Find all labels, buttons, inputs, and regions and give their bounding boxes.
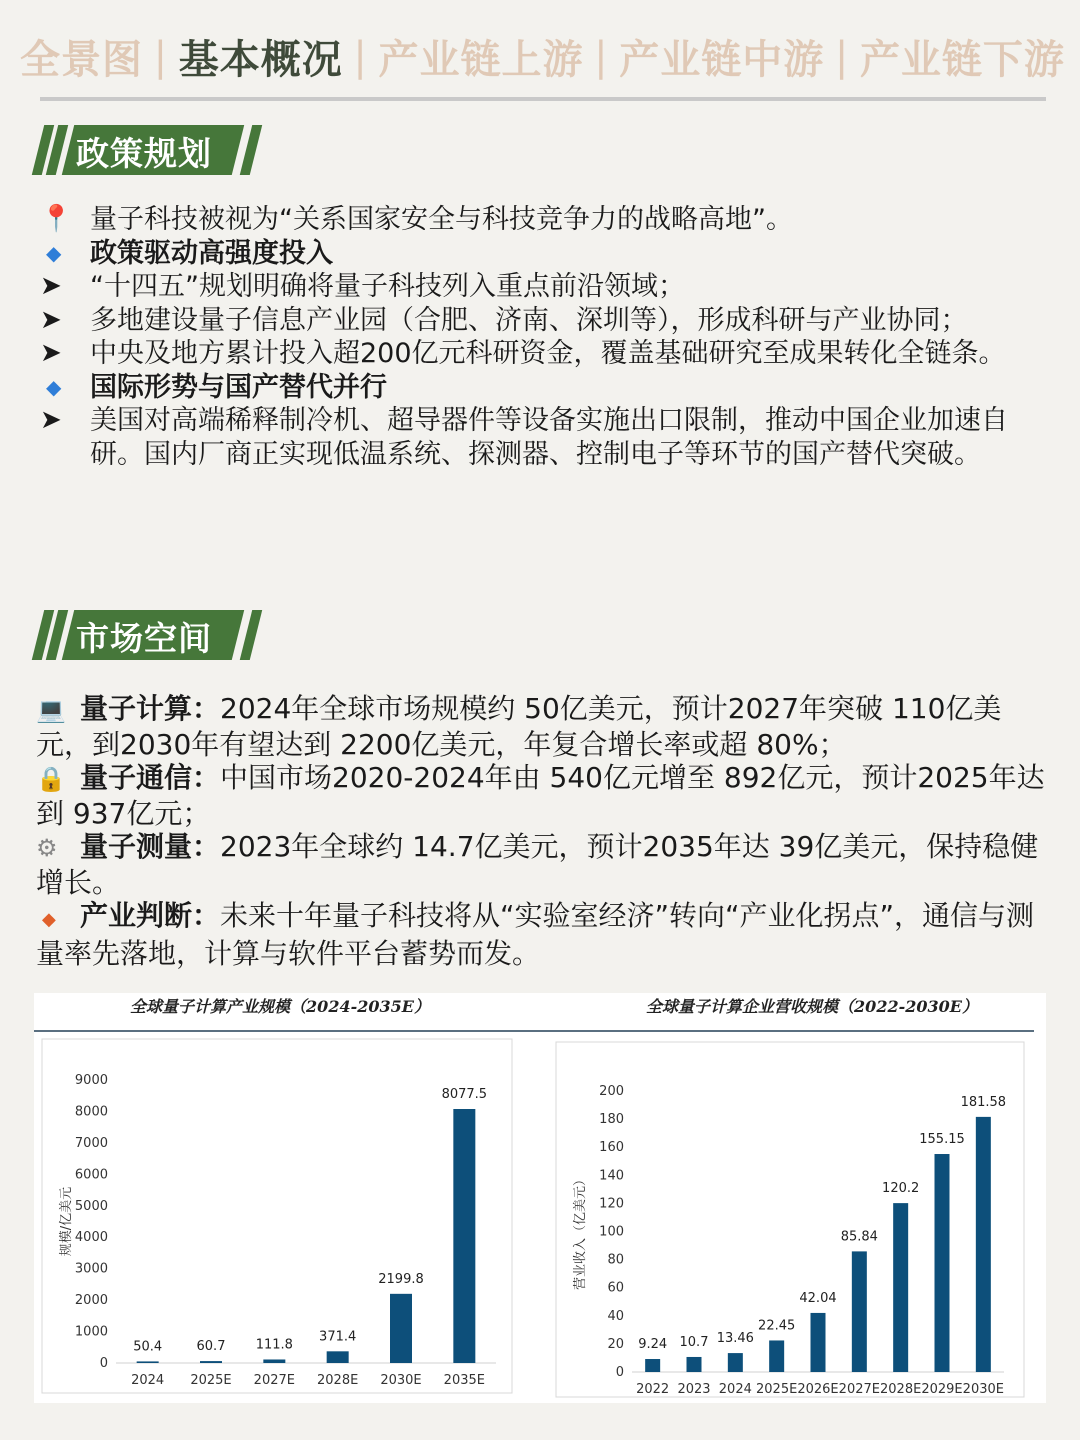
x-tick-label: 2027E [253, 1373, 295, 1388]
x-tick-label: 2022 [636, 1382, 670, 1397]
chart-frame [556, 1042, 1024, 1397]
market-paragraph [36, 761, 1048, 830]
y-tick-label: 60 [607, 1280, 624, 1296]
y-tick-label: 160 [599, 1140, 624, 1156]
market-text: 中国市场2020-2024年由 540亿元增至 892亿元，预计2025年达到 937亿元； [36, 761, 1045, 830]
chart-bar [935, 1154, 950, 1372]
x-tick-label: 2023 [677, 1382, 711, 1397]
nav-item[interactable]: 全景图 [20, 37, 143, 83]
x-tick-label: 2028E [317, 1373, 359, 1388]
bar-value-label: 155.15 [919, 1132, 965, 1148]
chart-bar [137, 1361, 159, 1363]
chart-title: 全球量子计算产业规模（2024-2035E） [130, 997, 430, 1016]
bullet-text: 美国对高端稀释制冷机、超导器件等设备实施出口限制，推动中国企业加速自研。国内厂商正实现低温系统、探测器、控制电子等环节的国产替代突破。 [90, 405, 1008, 470]
nav-separator: | [834, 33, 850, 80]
x-tick-label: 2030E [962, 1382, 1004, 1397]
y-tick-label: 100 [599, 1224, 624, 1240]
market-paragraph [36, 899, 1048, 970]
y-tick-label: 0 [615, 1365, 624, 1380]
y-tick-label: 200 [599, 1084, 624, 1099]
bullet-text: 中央及地方累计投入超200亿元科研资金，覆盖基础研究至成果转化全链条。 [90, 338, 1006, 369]
arrow-icon: ➤ [40, 271, 62, 301]
arrow-icon: ➤ [40, 405, 62, 435]
laptop-icon: 💻 [36, 696, 66, 724]
diamond-icon: ◆ [46, 374, 62, 399]
bullet-item [40, 270, 1050, 304]
market-label: 产业判断： [80, 899, 221, 932]
chart-bar [852, 1251, 867, 1372]
title-stripe [240, 125, 262, 175]
y-tick-label: 120 [599, 1196, 624, 1212]
chart-bar [327, 1351, 349, 1363]
x-tick-label: 2024 [131, 1373, 165, 1388]
market-text: 未来十年量子科技将从“实验室经济”转向“产业化拐点”，通信与测量率先落地，计算与软件平台蓄势而发。 [36, 899, 1035, 970]
y-axis-label: 营业收入（亿美元） [573, 1172, 588, 1291]
chart-bar [893, 1203, 908, 1372]
nav-item[interactable]: 基本概况 [178, 37, 343, 83]
market-text: 2024年全球市场规模约 50亿美元，预计2027年突破 110亿美元，到2030年有望达到 2200亿美元，年复合增长率或超 80%； [36, 692, 1002, 761]
diamond-icon: ◆ [46, 240, 62, 265]
chart-bar [453, 1109, 475, 1363]
x-tick-label: 2024 [718, 1382, 752, 1397]
y-tick-label: 80 [607, 1252, 624, 1268]
y-tick-label: 140 [599, 1168, 624, 1184]
nav-item[interactable]: 产业链中游 [619, 37, 825, 83]
bullet-item [40, 371, 1050, 405]
chart-bar [976, 1117, 991, 1372]
market-text: 2023年全球约 14.7亿美元，预计2035年达 39亿美元，保持稳健增长。 [36, 830, 1039, 899]
chart-bar [645, 1359, 660, 1372]
charts-svg [34, 993, 1046, 1403]
y-tick-label: 8000 [74, 1104, 108, 1120]
lock-icon: 🔒 [36, 765, 66, 793]
y-tick-label: 40 [607, 1308, 624, 1324]
nav-separator: | [353, 33, 368, 80]
y-tick-label: 3000 [74, 1261, 108, 1277]
bullet-item [40, 304, 1050, 338]
section-title-label: 市场空间 [76, 619, 212, 658]
bullet-item [40, 337, 1050, 371]
market-paragraphs [36, 692, 1048, 970]
bar-value-label: 22.45 [758, 1318, 796, 1334]
y-tick-label: 5000 [74, 1198, 108, 1214]
bullet-text: 量子科技被视为“关系国家安全与科技竞争力的战略高地”。 [90, 204, 793, 235]
chart-bar [200, 1361, 222, 1363]
market-paragraph [36, 692, 1048, 761]
nav-item[interactable]: 产业链下游 [859, 37, 1065, 83]
bar-value-label: 371.4 [319, 1329, 357, 1345]
y-tick-label: 6000 [74, 1167, 108, 1183]
charts-panel [34, 993, 1046, 1403]
section-title-policy [34, 125, 260, 175]
y-tick-label: 9000 [74, 1073, 108, 1088]
bar-value-label: 10.7 [679, 1334, 709, 1350]
pin-icon: 📍 [40, 204, 73, 234]
y-tick-label: 7000 [74, 1135, 108, 1151]
x-tick-label: 2028E [880, 1382, 922, 1397]
chart-bar [728, 1353, 743, 1372]
chart-title: 全球量子计算企业营收规模（2022-2030E） [646, 997, 978, 1016]
bar-value-label: 42.04 [799, 1290, 837, 1306]
bullet-text: 国际形势与国产替代并行 [90, 371, 387, 403]
section-title-market [34, 610, 260, 660]
bar-value-label: 120.2 [882, 1181, 920, 1197]
bar-value-label: 2199.8 [378, 1271, 424, 1287]
title-stripe [240, 610, 262, 660]
x-tick-label: 2030E [380, 1373, 422, 1388]
policy-bullets [40, 203, 1050, 471]
y-tick-label: 1000 [74, 1324, 108, 1340]
bullet-text: “十四五”规划明确将量子科技列入重点前沿领域； [90, 271, 685, 302]
nav-divider [40, 97, 1046, 101]
x-tick-label: 2027E [838, 1382, 880, 1397]
y-tick-label: 20 [607, 1336, 624, 1352]
y-tick-label: 0 [99, 1356, 108, 1371]
market-label: 量子计算： [80, 692, 221, 725]
gear-icon: ⚙ [36, 834, 58, 862]
chart-bar [263, 1359, 285, 1363]
bar-value-label: 50.4 [133, 1339, 163, 1355]
nav-item[interactable]: 产业链上游 [378, 37, 584, 83]
bar-value-label: 8077.5 [441, 1087, 488, 1103]
bar-value-label: 181.58 [960, 1094, 1007, 1110]
bullet-item [40, 203, 1050, 237]
x-tick-label: 2026E [797, 1382, 839, 1397]
bar-value-label: 111.8 [255, 1337, 293, 1353]
chart-bar [811, 1313, 826, 1372]
bar-value-label: 9.24 [638, 1337, 668, 1353]
bullet-text: 多地建设量子信息产业园（合肥、济南、深圳等），形成科研与产业协同； [90, 304, 968, 336]
y-tick-label: 180 [599, 1112, 624, 1128]
bar-value-label: 85.84 [840, 1229, 878, 1245]
y-tick-label: 2000 [74, 1293, 108, 1309]
x-tick-label: 2035E [443, 1373, 485, 1388]
market-label: 量子测量： [80, 830, 221, 863]
nav-separator: | [594, 33, 609, 80]
bullet-item [40, 237, 1050, 271]
arrow-icon: ➤ [40, 304, 62, 335]
market-label: 量子通信： [80, 761, 221, 794]
arrow-icon: ➤ [40, 338, 62, 368]
x-tick-label: 2029E [921, 1382, 963, 1397]
bar-value-label: 13.46 [716, 1331, 754, 1347]
chart-bar [390, 1294, 412, 1363]
diamond-icon: ◆ [42, 909, 56, 930]
x-tick-label: 2025E [756, 1382, 798, 1397]
bullet-text: 政策驱动高强度投入 [90, 237, 333, 269]
bullet-item [40, 404, 1050, 471]
nav-separator: | [153, 33, 169, 80]
section-title-label: 政策规划 [76, 134, 212, 173]
chart-bar [769, 1340, 784, 1372]
bar-value-label: 60.7 [196, 1339, 226, 1355]
y-axis-label: 规模/亿美元 [59, 1186, 74, 1257]
top-nav [20, 28, 1065, 85]
chart-bar [687, 1357, 702, 1372]
x-tick-label: 2025E [190, 1373, 232, 1388]
market-paragraph [36, 830, 1048, 899]
y-tick-label: 4000 [74, 1230, 108, 1246]
